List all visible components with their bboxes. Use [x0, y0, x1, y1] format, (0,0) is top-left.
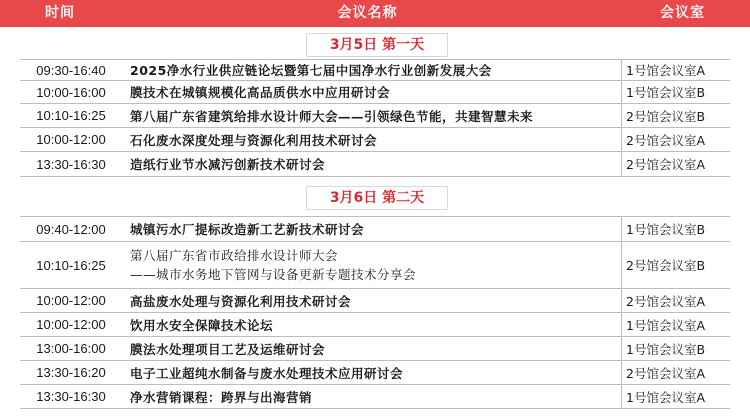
- table-row: [20, 241, 730, 288]
- session-time: 13:30-16:30: [36, 156, 106, 172]
- session-room: 2号馆会议室A: [621, 289, 730, 312]
- session-room: 1号馆会议室A: [621, 60, 730, 80]
- day-title: 3月6日 第二天: [306, 186, 448, 210]
- session-time: 09:30-16:40: [36, 62, 106, 78]
- session-room: 2号馆会议室A: [621, 152, 730, 176]
- table-row: [20, 103, 730, 127]
- session-time: 10:00-12:00: [36, 132, 106, 147]
- session-time: 10:10-16:25: [36, 257, 106, 273]
- table-row: [20, 384, 730, 409]
- session-room: 1号馆会议室B: [621, 217, 730, 241]
- session-name-line2: ——城市水务地下管网与设备更新专题技术分享会: [130, 267, 417, 282]
- session-time: 10:00-16:00: [36, 84, 106, 100]
- session-name: 电子工业超纯水制备与废水处理技术应用研讨会: [130, 365, 404, 381]
- session-name: [130, 242, 620, 288]
- column-header-room: 会议室: [660, 5, 705, 21]
- table-row: [20, 80, 730, 103]
- session-name: 饮用水安全保障技术论坛: [130, 317, 274, 333]
- table-row: [20, 360, 730, 384]
- session-time: 10:00-12:00: [36, 293, 106, 308]
- session-name: 净水营销课程：跨界与出海营销: [130, 389, 313, 405]
- session-time: 13:30-16:20: [36, 365, 106, 380]
- session-time: 10:00-12:00: [36, 317, 106, 332]
- session-name: 2025净水行业供应链论坛暨第七届中国净水行业创新发展大会: [130, 63, 492, 78]
- table-row: [20, 127, 730, 151]
- day-title: 3月5日 第一天: [306, 33, 448, 57]
- session-room: 1号馆会议室A: [621, 385, 730, 408]
- session-time: 13:00-16:00: [36, 341, 106, 356]
- session-name: 城镇污水厂提标改造新工艺新技术研讨会: [130, 222, 365, 237]
- session-room: 2号馆会议室A: [621, 361, 730, 384]
- table-row: [20, 288, 730, 312]
- session-room: 1号馆会议室A: [621, 313, 730, 336]
- session-name: 高盐废水处理与资源化利用技术研讨会: [130, 293, 352, 309]
- session-room: 1号馆会议室B: [621, 81, 730, 103]
- session-time: 13:30-16:30: [36, 389, 106, 404]
- column-header-name: 会议名称: [337, 5, 398, 21]
- session-name: 第八届广东省建筑给排水设计师大会——引领绿色节能，共建智慧未来: [130, 108, 534, 124]
- session-name-line1: 第八届广东省市政给排水设计师大会: [130, 248, 339, 263]
- session-time: 09:40-12:00: [36, 221, 106, 237]
- table-row: [20, 336, 730, 360]
- table-row: [20, 59, 730, 80]
- session-name: 膜技术在城镇规模化高品质供水中应用研讨会: [130, 85, 391, 100]
- table-row: [20, 151, 730, 177]
- table-row: [20, 216, 730, 241]
- table-header: [0, 0, 750, 27]
- session-room: 2号馆会议室B: [621, 104, 730, 127]
- session-room: 2号馆会议室B: [621, 242, 730, 288]
- session-room: 1号馆会议室B: [621, 337, 730, 360]
- session-name: 造纸行业节水减污创新技术研讨会: [130, 157, 326, 172]
- session-name: 膜法水处理项目工艺及运维研讨会: [130, 341, 326, 357]
- session-time: 10:10-16:25: [36, 108, 106, 123]
- session-name: 石化废水深度处理与资源化利用技术研讨会: [130, 132, 378, 148]
- table-row: [20, 312, 730, 336]
- column-header-time: 时间: [45, 5, 75, 21]
- session-room: 2号馆会议室A: [621, 128, 730, 151]
